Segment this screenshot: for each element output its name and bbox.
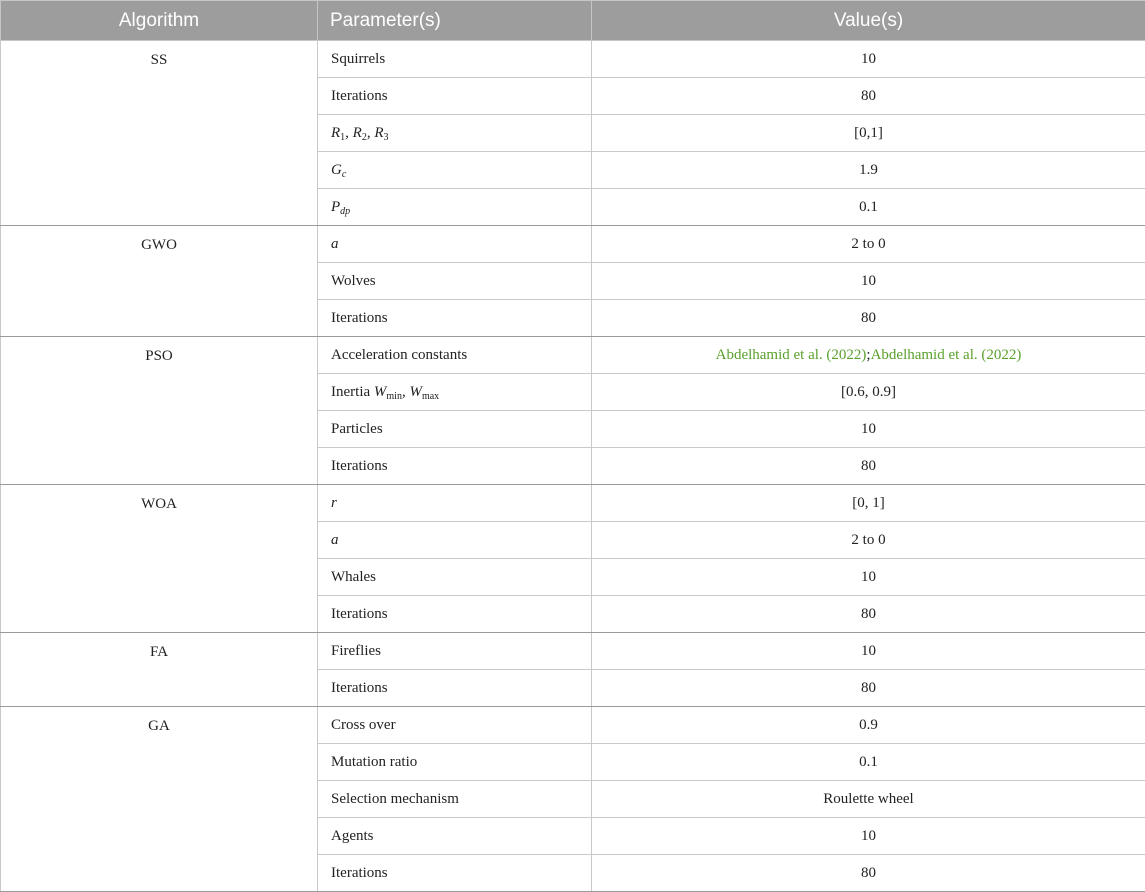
param-r-coefficients [318, 115, 592, 152]
citation-link[interactable]: Abdelhamid et al. (2022) [871, 347, 1022, 363]
value-mutation-ratio: 0.1 [592, 744, 1145, 781]
table-row [1, 41, 1145, 78]
citation-link[interactable]: Abdelhamid et al. (2022) [716, 347, 867, 363]
separator: , [367, 125, 375, 141]
value-selection-mechanism: Roulette wheel [592, 781, 1145, 818]
value-r: [0, 1] [592, 485, 1145, 522]
algorithm-ga: GA [1, 707, 318, 892]
table-row [1, 485, 1145, 522]
value-gc: 1.9 [592, 152, 1145, 189]
param-pdp [318, 189, 592, 226]
subscript-max: max [422, 391, 439, 402]
value-inertia: [0.6, 0.9] [592, 374, 1145, 411]
value-pdp: 0.1 [592, 189, 1145, 226]
param-iterations: Iterations [318, 596, 592, 633]
inertia-label: Inertia [331, 384, 374, 400]
param-iterations: Iterations [318, 300, 592, 337]
param-particles: Particles [318, 411, 592, 448]
table-row [1, 226, 1145, 263]
value-iterations: 80 [592, 448, 1145, 485]
param-wolves: Wolves [318, 263, 592, 300]
value-a: 2 to 0 [592, 522, 1145, 559]
param-inertia [318, 374, 592, 411]
value-wolves: 10 [592, 263, 1145, 300]
param-a: a [318, 226, 592, 263]
param-whales: Whales [318, 559, 592, 596]
citation-separator: ; [866, 347, 870, 363]
param-selection-mechanism: Selection mechanism [318, 781, 592, 818]
value-a: 2 to 0 [592, 226, 1145, 263]
algorithm-pso: PSO [1, 337, 318, 485]
header-algorithm: Algorithm [1, 1, 318, 41]
param-iterations: Iterations [318, 448, 592, 485]
symbol-w: W [409, 384, 422, 400]
algorithm-fa: FA [1, 633, 318, 707]
param-iterations: Iterations [318, 78, 592, 115]
subscript-min: min [386, 391, 402, 402]
param-agents: Agents [318, 818, 592, 855]
value-iterations: 80 [592, 855, 1145, 892]
table-row [1, 633, 1145, 670]
value-crossover: 0.9 [592, 707, 1145, 744]
value-iterations: 80 [592, 596, 1145, 633]
table-body [1, 41, 1145, 892]
param-a: a [318, 522, 592, 559]
symbol-w: W [374, 384, 387, 400]
value-iterations: 80 [592, 300, 1145, 337]
algorithm-gwo: GWO [1, 226, 318, 337]
param-mutation-ratio: Mutation ratio [318, 744, 592, 781]
symbol-r1: R [331, 125, 340, 141]
value-particles: 10 [592, 411, 1145, 448]
subscript-dp: dp [340, 206, 350, 217]
param-gc [318, 152, 592, 189]
subscript-c: c [342, 169, 346, 180]
param-r: r [318, 485, 592, 522]
separator: , [402, 384, 410, 400]
param-crossover: Cross over [318, 707, 592, 744]
value-acceleration-constants [592, 337, 1145, 374]
header-row [1, 1, 1145, 41]
param-acceleration-constants: Acceleration constants [318, 337, 592, 374]
param-iterations: Iterations [318, 670, 592, 707]
separator: , [345, 125, 353, 141]
value-squirrels: 10 [592, 41, 1145, 78]
table-header [1, 1, 1145, 41]
value-iterations: 80 [592, 78, 1145, 115]
value-agents: 10 [592, 818, 1145, 855]
subscript-3: 3 [384, 132, 389, 143]
value-whales: 10 [592, 559, 1145, 596]
subscript-1: 1 [340, 132, 345, 143]
algorithm-woa: WOA [1, 485, 318, 633]
param-iterations: Iterations [318, 855, 592, 892]
symbol-p: P [331, 199, 340, 215]
value-iterations: 80 [592, 670, 1145, 707]
header-values: Value(s) [592, 1, 1145, 41]
value-fireflies: 10 [592, 633, 1145, 670]
table-row [1, 337, 1145, 374]
table-row [1, 707, 1145, 744]
param-squirrels: Squirrels [318, 41, 592, 78]
symbol-r2: R [353, 125, 362, 141]
symbol-g: G [331, 162, 342, 178]
header-parameters: Parameter(s) [318, 1, 592, 41]
value-r-coefficients: [0,1] [592, 115, 1145, 152]
algorithm-ss: SS [1, 41, 318, 226]
param-fireflies: Fireflies [318, 633, 592, 670]
subscript-2: 2 [362, 132, 367, 143]
symbol-r3: R [374, 125, 383, 141]
